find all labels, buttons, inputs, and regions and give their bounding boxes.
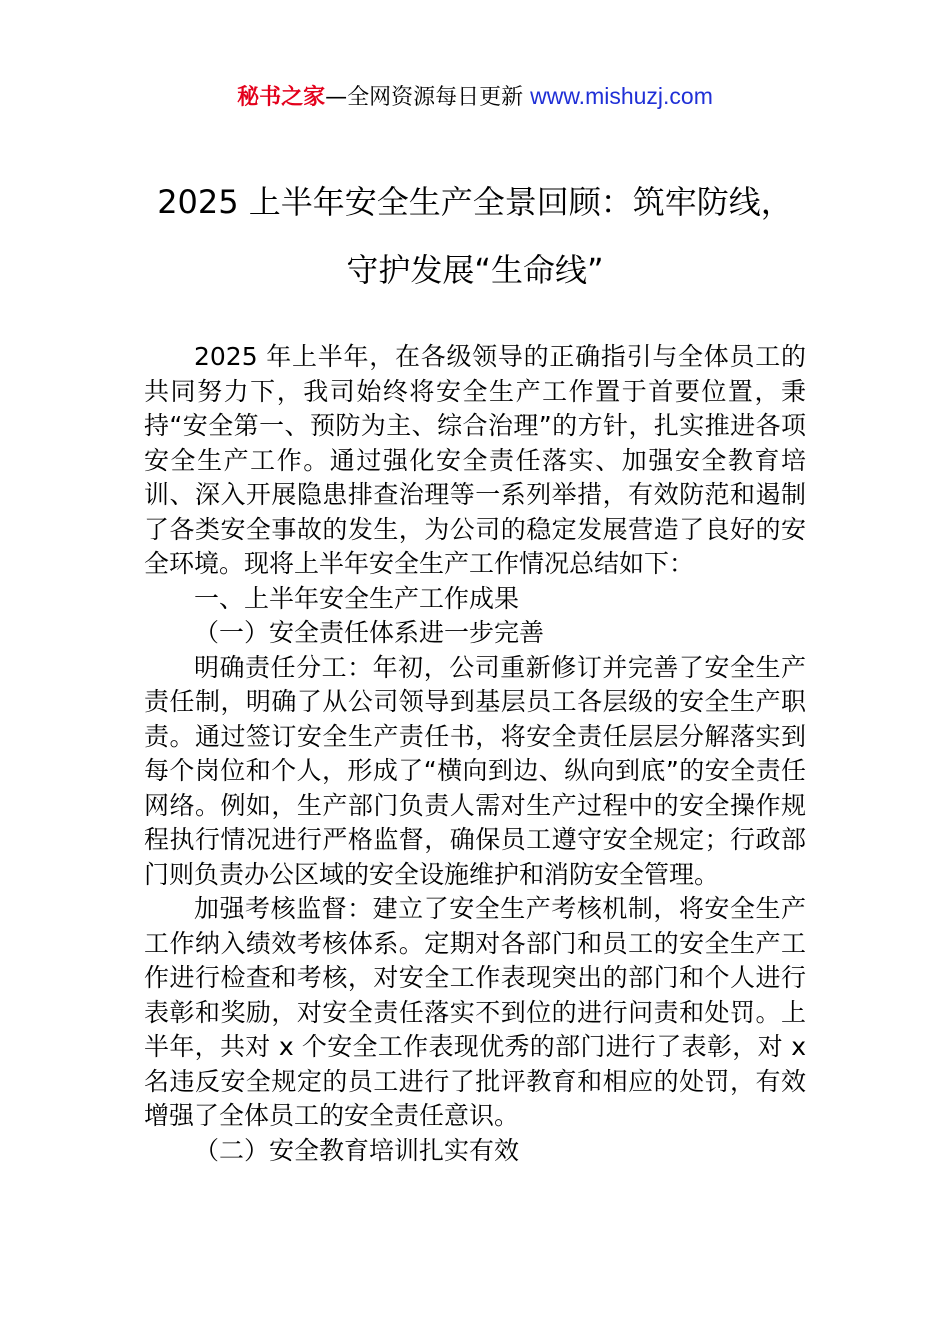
brand-name: 秘书之家 bbox=[237, 85, 326, 110]
document-title-line-1: 2025 上半年安全生产全景回顾：筑牢防线， bbox=[157, 183, 793, 221]
body-paragraph: 明确责任分工：年初，公司重新修订并完善了安全生产责任制，明确了从公司领导到基层员工各层级的安全生产职责。通过签订安全生产责任书，将安全责任层层分解落实到每个岗位和个人，形成了“横向到边、纵向到底”的安全责任网络。例如，生产部门负责人需对生产过程中的安全操作规程执行情况进行严格监督，确保员工遵守安全规定；行政部门则负责办公区域的安全设施维护和消防安全管理。 bbox=[144, 652, 806, 889]
header-tagline: —全网资源每日更新 bbox=[325, 85, 531, 110]
document-title-line-2: 守护发展“生命线” bbox=[346, 251, 604, 289]
subsection-heading-1: （一）安全责任体系进一步完善 bbox=[194, 618, 545, 647]
section-heading-1: 一、上半年安全生产工作成果 bbox=[194, 583, 520, 613]
document-body bbox=[144, 340, 806, 1168]
intro-paragraph: 2025 年上半年，在各级领导的正确指引与全体员工的共同努力下，我司始终将安全生产工作置于首要位置，秉持“安全第一、预防为主、综合治理”的方针，扎实推进各项安全生产工作。通过强化安全责任落实、加强安全教育培训、深入开展隐患排查治理等一系列举措，有效防范和遏制了各类安全事故的发生，为公司的稳定发展营造了良好的安全环境。现将上半年安全生产工作情况总结如下： bbox=[144, 342, 806, 578]
site-header bbox=[0, 80, 950, 114]
subsection-heading-2: （二）安全教育培训扎实有效 bbox=[194, 1135, 520, 1165]
site-url-link[interactable]: www.mishuzj.com bbox=[530, 83, 713, 109]
body-paragraph: 加强考核监督：建立了安全生产考核机制，将安全生产工作纳入绩效考核体系。定期对各部门和员工的安全生产工作进行检查和考核，对安全工作表现突出的部门和个人进行表彰和奖励，对安全责任落实不到位的进行问责和处罚。上半年，共对 x 个安全工作表现优秀的部门进行了表彰，对 x 名违反安全规定的员工进行了批评教育和相应的处罚，有效增强了全体员工的安全责任意识。 bbox=[144, 894, 806, 1130]
